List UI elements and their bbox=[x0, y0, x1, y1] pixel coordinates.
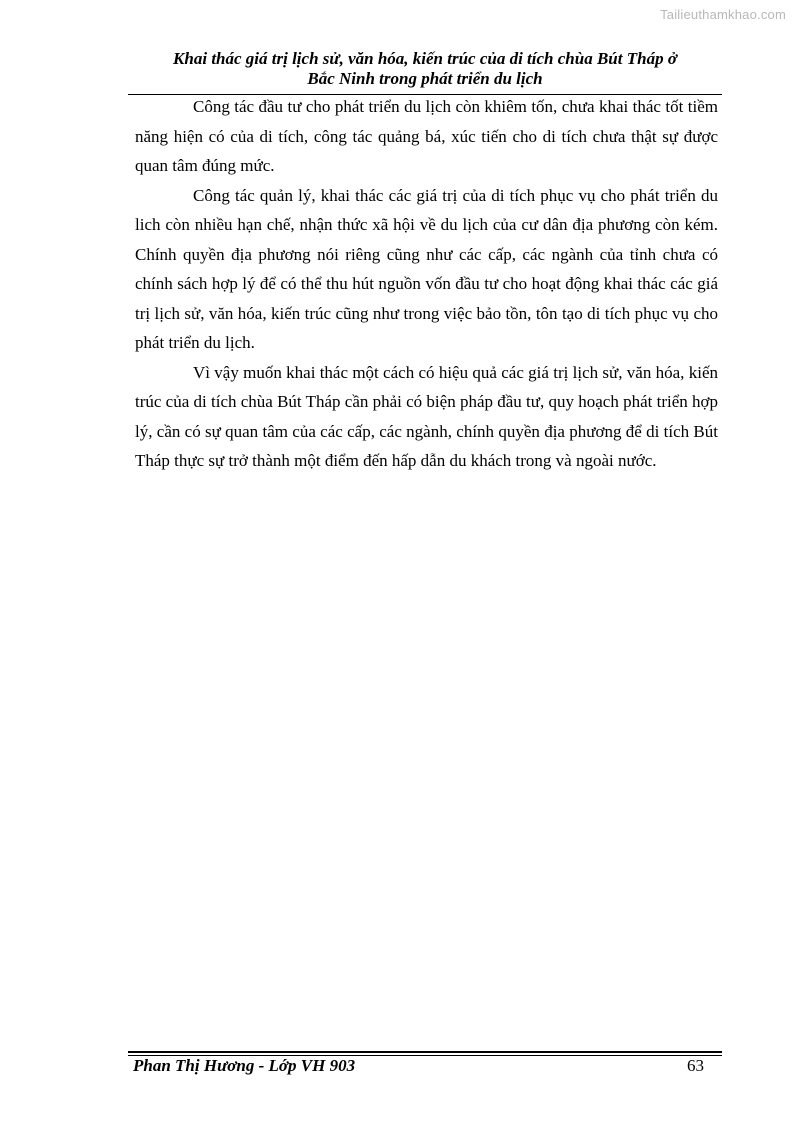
paragraph-1: Công tác đầu tư cho phát triển du lịch còn khiêm tốn, chưa khai thác tốt tiềm năng hiện có của di tích, công tác quảng bá, xúc tiến cho di tích chưa thật sự được quan tâm đúng mức. bbox=[135, 97, 718, 175]
paragraph-3: Vì vậy muốn khai thác một cách có hiệu quả các giá trị lịch sử, văn hóa, kiến trúc của di tích chùa Bút Tháp cần phải có biện pháp đầu tư, quy hoạch phát triển hợp lý, cần có sự quan tâm của các cấp, các ngành, chính quyền địa phương để di tích Bút Tháp thực sự trở thành một điểm đến hấp dẫn du khách trong và ngoài nước. bbox=[135, 362, 718, 470]
header-title-line-1: Khai thác giá trị lịch sử, văn hóa, kiến trúc của di tích chùa Bút Tháp ở bbox=[173, 49, 677, 68]
footer-divider-thick bbox=[128, 1051, 722, 1053]
document-body bbox=[135, 92, 718, 476]
header-title-line-2: Bắc Ninh trong phát triển du lịch bbox=[307, 69, 543, 88]
page-number: 63 bbox=[687, 1056, 704, 1075]
watermark: Tailieuthamkhao.com bbox=[660, 7, 786, 22]
paragraph-2: Công tác quản lý, khai thác các giá trị của di tích phục vụ cho phát triển du lich còn nhiều hạn chế, nhận thức xã hội về du lịch của cư dân địa phương còn kém. Chính quyền địa phương nói riêng cũng như các cấp, các ngành của tỉnh chưa có chính sách hợp lý để có thể thu hút nguồn vốn đầu tư cho hoạt động khai thác các giá trị lịch sử, văn hóa, kiến trúc cũng như trong việc bảo tồn, tôn tạo di tích phục vụ cho phát triển du lịch. bbox=[135, 185, 718, 352]
page-header bbox=[128, 49, 722, 89]
footer-author: Phan Thị Hương - Lớp VH 903 bbox=[133, 1056, 356, 1075]
